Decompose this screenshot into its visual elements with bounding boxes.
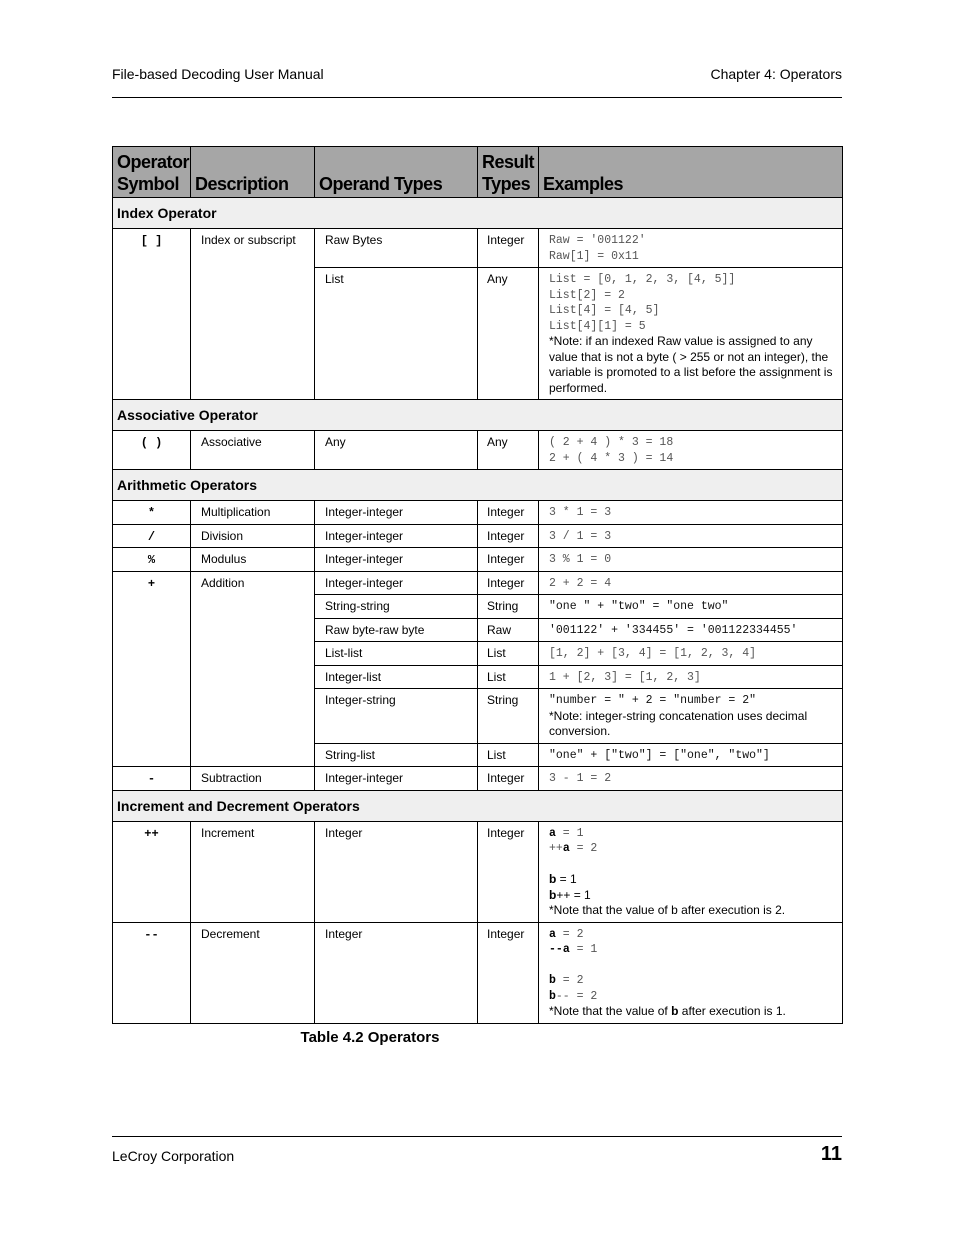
table-row (113, 524, 843, 548)
examples (539, 743, 843, 767)
operator-description: Increment (191, 821, 315, 922)
example-line: 2 + 2 = 4 (549, 576, 612, 590)
result-types: String (478, 595, 539, 619)
operand-types: List-list (315, 642, 478, 666)
operand-types: Integer-integer (315, 501, 478, 525)
example-note: *Note: if an indexed Raw value is assigned to any value that is not a byte ( > 255 or not an integer), the variable is promoted to a list before the assignment is performed. (549, 334, 833, 395)
examples (539, 642, 843, 666)
example-line: List = [0, 1, 2, 3, [4, 5]] (549, 273, 736, 286)
operator-description: Addition (191, 571, 315, 767)
column-header-examples: Examples (539, 147, 843, 198)
example-line: 3 - 1 = 2 (549, 772, 612, 785)
section-title: Associative Operator (113, 400, 843, 431)
operand-types: Integer-integer (315, 571, 478, 595)
table-row (113, 767, 843, 791)
example-line: a = 1 (549, 826, 584, 840)
operator-description: Index or subscript (191, 229, 315, 400)
result-types: Integer (478, 767, 539, 791)
section-row (113, 470, 843, 501)
examples (539, 821, 843, 922)
manual-title: File-based Decoding User Manual (112, 66, 324, 82)
page-number: 11 (820, 1143, 842, 1165)
table-row (113, 821, 843, 922)
blank-line (549, 857, 836, 873)
column-header-symbol: Operator Symbol (113, 147, 191, 198)
example-line: 3 * 1 = 3 (549, 506, 612, 519)
operand-types: Any (315, 431, 478, 470)
example-line: ( 2 + 4 ) * 3 = 18 (549, 436, 674, 449)
example-line: ++a = 2 (549, 842, 598, 855)
result-types: Integer (478, 571, 539, 595)
examples (539, 431, 843, 470)
operand-types: Raw byte-raw byte (315, 618, 478, 642)
examples (539, 922, 843, 1023)
example-line: '001122' + '334455' = '001122334455' (549, 623, 798, 637)
operator-description: Associative (191, 431, 315, 470)
operator-symbol: [ ] (113, 229, 191, 400)
result-types: Integer (478, 922, 539, 1023)
result-types: String (478, 689, 539, 744)
operator-symbol: % (113, 548, 191, 572)
operator-symbol: / (113, 524, 191, 548)
examples (539, 689, 843, 744)
example-line: List[4] = [4, 5] (549, 304, 660, 317)
operator-symbol: -- (113, 922, 191, 1023)
operand-types: Integer-integer (315, 524, 478, 548)
column-header-operand-types: Operand Types (315, 147, 478, 198)
section-title: Arithmetic Operators (113, 470, 843, 501)
example-line: "one" + ["two"] = ["one", "two"] (549, 748, 770, 762)
example-line: 3 / 1 = 3 (549, 529, 612, 543)
result-types: Integer (478, 548, 539, 572)
example-line: b-- = 2 (549, 989, 598, 1003)
operator-description: Division (191, 524, 315, 548)
examples (539, 767, 843, 791)
operator-description: Subtraction (191, 767, 315, 791)
example-line: 1 + [2, 3] = [1, 2, 3] (549, 670, 701, 684)
table-row (113, 501, 843, 525)
example-line: List[2] = 2 (549, 288, 625, 302)
column-header-result-types: Result Types (478, 147, 539, 198)
example-line: "number = " + 2 = "number = 2" (549, 694, 757, 707)
operator-symbol: ++ (113, 821, 191, 922)
examples (539, 618, 843, 642)
example-line: [1, 2] + [3, 4] = [1, 2, 3, 4] (549, 647, 757, 660)
examples (539, 501, 843, 525)
example-line: "one " + "two" = "one two" (549, 600, 729, 613)
table-row (113, 922, 843, 1023)
table-row (113, 548, 843, 572)
footer-rule (112, 1136, 842, 1137)
examples (539, 229, 843, 268)
operator-description: Multiplication (191, 501, 315, 525)
operand-types: Integer-list (315, 665, 478, 689)
operator-symbol: + (113, 571, 191, 767)
blank-line (549, 958, 836, 974)
examples (539, 595, 843, 619)
example-line: --a = 1 (549, 943, 598, 956)
operand-types: Raw Bytes (315, 229, 478, 268)
table-row (113, 229, 843, 268)
example-note: *Note that the value of b after execution is 1. (549, 1004, 786, 1018)
result-types: List (478, 743, 539, 767)
operand-types: String-string (315, 595, 478, 619)
example-line: b = 1 (549, 872, 577, 886)
table-row (113, 431, 843, 470)
examples (539, 571, 843, 595)
example-line: Raw = '001122' (549, 234, 646, 247)
result-types: Integer (478, 501, 539, 525)
table-caption: Table 4.2 Operators (300, 1029, 440, 1046)
result-types: Integer (478, 821, 539, 922)
section-row (113, 198, 843, 229)
example-note: *Note that the value of b after execution is 2. (549, 903, 786, 917)
result-types: Raw (478, 618, 539, 642)
result-types: Any (478, 268, 539, 400)
examples (539, 548, 843, 572)
examples (539, 665, 843, 689)
company-name: LeCroy Corporation (112, 1148, 235, 1164)
result-types: Integer (478, 229, 539, 268)
operand-types: Integer-string (315, 689, 478, 744)
section-title: Increment and Decrement Operators (113, 790, 843, 821)
result-types: Any (478, 431, 539, 470)
examples (539, 268, 843, 400)
operator-description: Modulus (191, 548, 315, 572)
operand-types: Integer-integer (315, 548, 478, 572)
section-row (113, 790, 843, 821)
operand-types: List (315, 268, 478, 400)
header-rule (112, 97, 842, 98)
table-row (113, 571, 843, 595)
operators-table (112, 146, 843, 1024)
page-header (112, 66, 842, 86)
column-header-description: Description (191, 147, 315, 198)
result-types: List (478, 665, 539, 689)
example-line: b = 2 (549, 974, 584, 987)
example-line: 3 % 1 = 0 (549, 553, 612, 566)
operator-symbol: ( ) (113, 431, 191, 470)
examples (539, 524, 843, 548)
result-types: List (478, 642, 539, 666)
table-header-row (113, 147, 843, 198)
example-note: *Note: integer-string concatenation uses decimal conversion. (549, 708, 808, 738)
operand-types: Integer (315, 922, 478, 1023)
example-line: 2 + ( 4 * 3 ) = 14 (549, 451, 674, 465)
example-line: b++ = 1 (549, 887, 591, 902)
operator-description: Decrement (191, 922, 315, 1023)
section-row (113, 400, 843, 431)
operator-symbol: * (113, 501, 191, 525)
example-line: List[4][1] = 5 (549, 319, 646, 333)
operand-types: Integer-integer (315, 767, 478, 791)
operator-symbol: - (113, 767, 191, 791)
operand-types: String-list (315, 743, 478, 767)
example-line: a = 2 (549, 927, 584, 941)
section-title: Index Operator (113, 198, 843, 229)
operand-types: Integer (315, 821, 478, 922)
chapter-title: Chapter 4: Operators (710, 66, 842, 82)
example-line: Raw[1] = 0x11 (549, 249, 639, 263)
result-types: Integer (478, 524, 539, 548)
